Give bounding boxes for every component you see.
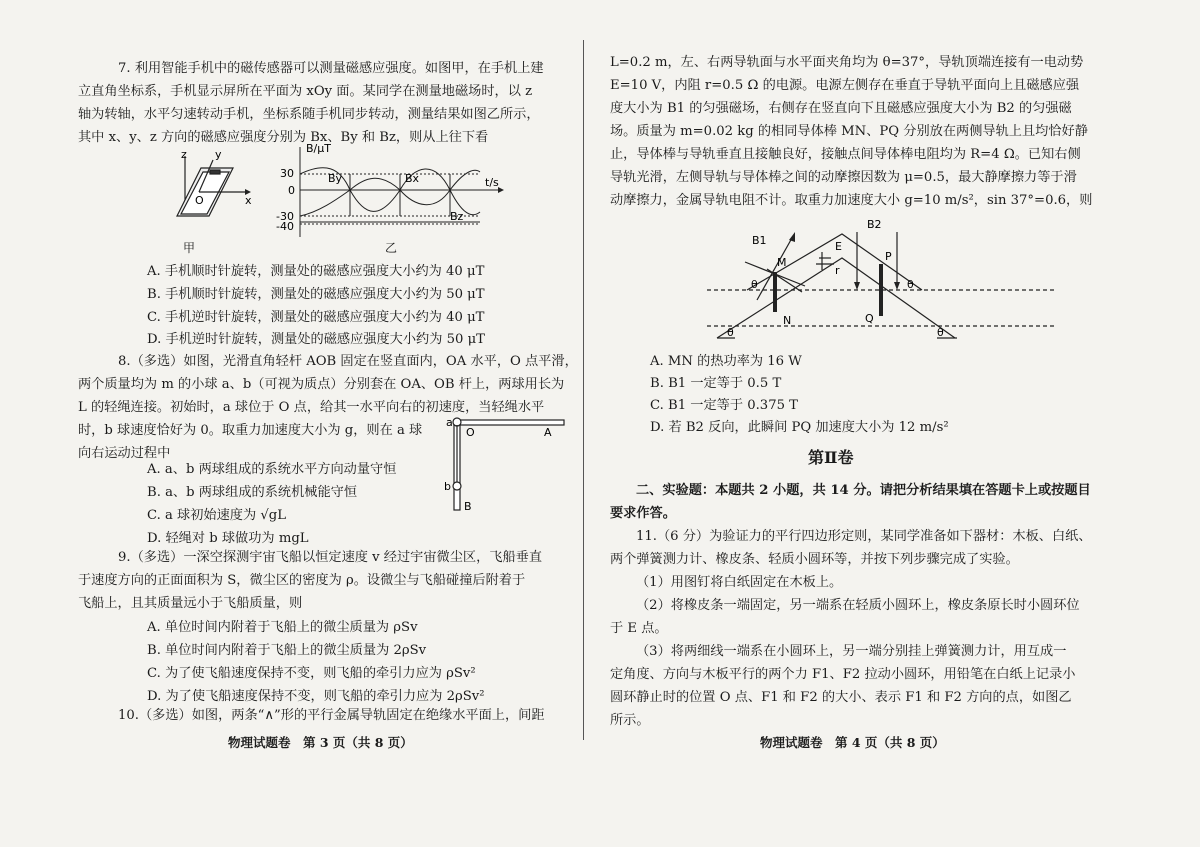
fig-theta-2: θ bbox=[907, 278, 914, 291]
left-page bbox=[0, 0, 585, 847]
q10-figure bbox=[707, 214, 1057, 344]
q8-option-d: D. 轻绳对 b 球做功为 mgL bbox=[147, 531, 309, 546]
fig-N-label: N bbox=[783, 314, 792, 327]
q11-line-6: （3）将两细线一端系在小圆环上，另一端分别挂上弹簧测力计，用互成一 bbox=[636, 644, 1067, 659]
axis-B-label: B/μT bbox=[306, 142, 331, 155]
q8-line-4: 时，b 球速度恰好为 0。取重力加速度大小为 g，则在 a 球 bbox=[78, 423, 423, 438]
curve-By-label: By bbox=[328, 172, 343, 185]
fig-E-label: E bbox=[835, 240, 842, 253]
q9-line-1: 9.（多选）一深空探测宇宙飞船以恒定速度 v 经过宇宙微尘区，飞船垂直 bbox=[118, 550, 543, 565]
tick-minus-30: -30 bbox=[276, 210, 294, 223]
q10-start: 10.（多选）如图，两条“∧”形的平行金属导轨固定在绝缘水平面上，间距 bbox=[118, 708, 545, 723]
q10-line-3: 度大小为 B1 的匀强磁场，右侧存在竖直向下且磁感应强度大小为 B2 的匀强磁 bbox=[610, 101, 1072, 116]
q7-line-4: 其中 x、y、z 方向的磁感应强度分别为 Bx、By 和 Bz，则从上往下看 bbox=[78, 130, 489, 145]
origin-label: O bbox=[195, 194, 204, 207]
q10-line-6: 导轨光滑，左侧导轨与导体棒之间的动摩擦因数为 μ=0.5，最大静摩擦力等于滑 bbox=[610, 170, 1077, 185]
tick-30: 30 bbox=[280, 167, 294, 180]
right-page bbox=[595, 0, 1200, 847]
fig-theta-3: θ bbox=[727, 326, 734, 339]
left-footer: 物理试题卷 第 3 页（共 8 页） bbox=[228, 735, 413, 750]
fig-jia-caption: 甲 bbox=[183, 241, 196, 255]
q8-option-c: C. a 球初始速度为 √gL bbox=[147, 508, 286, 523]
tick-minus-40: -40 bbox=[276, 220, 294, 233]
q10-line-2: E=10 V，内阻 r=0.5 Ω 的电源。电源左侧存在垂直于导轨平面向上且磁感应强 bbox=[610, 78, 1080, 93]
q8-figure bbox=[440, 412, 570, 517]
fig-O-label: O bbox=[466, 426, 475, 439]
fig-r-label: r bbox=[835, 264, 840, 277]
fig-theta-1: θ bbox=[751, 278, 758, 291]
q9-line-3: 飞船上，且其质量远小于飞船质量，则 bbox=[78, 596, 303, 611]
fig-b-label: b bbox=[444, 480, 451, 493]
q7-option-d: D. 手机逆时针旋转，测量处的磁感应强度大小约为 50 μT bbox=[147, 332, 485, 347]
q11-line-7: 定角度、方向与木板平行的两个力 F1、F2 拉动小圆环，用铅笔在白纸上记录小 bbox=[610, 667, 1076, 682]
q7-option-c: C. 手机逆时针旋转，测量处的磁感应强度大小约为 40 μT bbox=[147, 310, 485, 325]
q10-line-7: 动摩擦力，金属导轨电阻不计。取重力加速度大小 g=10 m/s²，sin 37°=0.6，则 bbox=[610, 193, 1093, 208]
sec2-line-2: 要求作答。 bbox=[610, 506, 676, 521]
fig-theta-4: θ bbox=[937, 326, 944, 339]
curve-Bz-label: Bz bbox=[450, 210, 464, 223]
q8-option-a: A. a、b 两球组成的系统水平方向动量守恒 bbox=[147, 462, 397, 477]
q10-option-d: D. 若 B2 反向，此瞬间 PQ 加速度大小为 12 m/s² bbox=[650, 420, 949, 435]
fig-P-label: P bbox=[885, 250, 892, 263]
q10-option-b: B. B1 一定等于 0.5 T bbox=[650, 376, 782, 391]
sec2-line-1: 二、实验题：本题共 2 小题，共 14 分。请把分析结果填在答题卡上或按题目 bbox=[636, 483, 1091, 498]
fig-a-label: a bbox=[446, 416, 453, 429]
q7-line-1: 7. 利用智能手机中的磁传感器可以测量磁感应强度。如图甲，在手机上建 bbox=[118, 61, 544, 76]
q9-option-b: B. 单位时间内附着于飞船上的微尘质量为 2ρSv bbox=[147, 643, 427, 658]
q11-line-8: 圆环静止时的位置 O 点、F1 和 F2 的大小、表示 F1 和 F2 方向的点，如图乙 bbox=[610, 690, 1072, 705]
page-divider bbox=[583, 40, 584, 740]
q8-line-3: L 的轻绳连接。初始时，a 球位于 O 点，给其一水平向右的初速度，当轻绳水平 bbox=[78, 400, 545, 415]
fig-Q-label: Q bbox=[865, 312, 874, 325]
q7-figure-yi bbox=[270, 142, 510, 242]
axis-y-label: y bbox=[215, 148, 222, 161]
fig-B2-label: B2 bbox=[867, 218, 882, 231]
axis-t-label: t/s bbox=[485, 176, 499, 189]
fig-M-label: M bbox=[777, 256, 787, 269]
curve-Bx-label: Bx bbox=[405, 172, 420, 185]
q11-line-3: （1）用图钉将白纸固定在木板上。 bbox=[636, 575, 843, 590]
section-title: 第Ⅱ卷 bbox=[808, 448, 854, 467]
q10-line-1: L=0.2 m，左、右两导轨面与水平面夹角均为 θ=37°，导轨顶端连接有一电动势 bbox=[610, 55, 1084, 70]
q11-line-5: 于 E 点。 bbox=[610, 621, 668, 636]
q8-line-1: 8.（多选）如图，光滑直角轻杆 AOB 固定在竖直面内，OA 水平，O 点平滑， bbox=[118, 354, 578, 369]
q11-line-4: （2）将橡皮条一端固定，另一端系在轻质小圆环上，橡皮条原长时小圆环位 bbox=[636, 598, 1080, 613]
q11-line-1: 11.（6 分）为验证力的平行四边形定则，某同学准备如下器材：木板、白纸、 bbox=[636, 529, 1092, 544]
axis-z-label: z bbox=[181, 148, 187, 161]
q10-line-5: 止，导体棒与导轨垂直且接触良好，接触点间导体棒电阻均为 R=4 Ω。已知右侧 bbox=[610, 147, 1081, 162]
q7-option-a: A. 手机顺时针旋转，测量处的磁感应强度大小约为 40 μT bbox=[147, 264, 485, 279]
q10-line-4: 场。质量为 m=0.02 kg 的相同导体棒 MN、PQ 分别放在两侧导轨上且均恰好静 bbox=[610, 124, 1088, 139]
q8-line-2: 两个质量均为 m 的小球 a、b（可视为质点）分别套在 OA、OB 杆上，两球用长为 bbox=[78, 377, 565, 392]
q7-figure-jia bbox=[155, 148, 255, 243]
right-footer: 物理试题卷 第 4 页（共 8 页） bbox=[760, 735, 945, 750]
q7-line-2: 立直角坐标系，手机显示屏所在平面为 xOy 面。某同学在测量地磁场时，以 z bbox=[78, 84, 533, 99]
q9-line-2: 于速度方向的正面面积为 S，微尘区的密度为 ρ。设微尘与飞船碰撞后附着于 bbox=[78, 573, 526, 588]
q11-line-9: 所示。 bbox=[610, 713, 650, 728]
axis-x-label: x bbox=[245, 194, 252, 207]
q10-option-c: C. B1 一定等于 0.375 T bbox=[650, 398, 798, 413]
q9-option-d: D. 为了使飞船速度保持不变，则飞船的牵引力应为 2ρSv² bbox=[147, 689, 485, 704]
q9-option-c: C. 为了使飞船速度保持不变，则飞船的牵引力应为 ρSv² bbox=[147, 666, 476, 681]
q8-line-5: 向右运动过程中 bbox=[78, 446, 171, 461]
fig-B1-label: B1 bbox=[752, 234, 767, 247]
q7-option-b: B. 手机顺时针旋转，测量处的磁感应强度大小约为 50 μT bbox=[147, 287, 485, 302]
q10-option-a: A. MN 的热功率为 16 W bbox=[650, 354, 802, 369]
tick-0: 0 bbox=[288, 184, 295, 197]
q7-line-3: 轴为转轴，水平匀速转动手机，坐标系随手机同步转动，测量结果如图乙所示， bbox=[78, 107, 540, 122]
q8-option-b: B. a、b 两球组成的系统机械能守恒 bbox=[147, 485, 358, 500]
fig-yi-caption: 乙 bbox=[385, 241, 398, 255]
q11-line-2: 两个弹簧测力计、橡皮条、轻质小圆环等，并按下列步骤完成了实验。 bbox=[610, 552, 1019, 567]
fig-A-label: A bbox=[544, 426, 552, 439]
fig-B-label: B bbox=[464, 500, 472, 513]
q9-option-a: A. 单位时间内附着于飞船上的微尘质量为 ρSv bbox=[147, 620, 418, 635]
